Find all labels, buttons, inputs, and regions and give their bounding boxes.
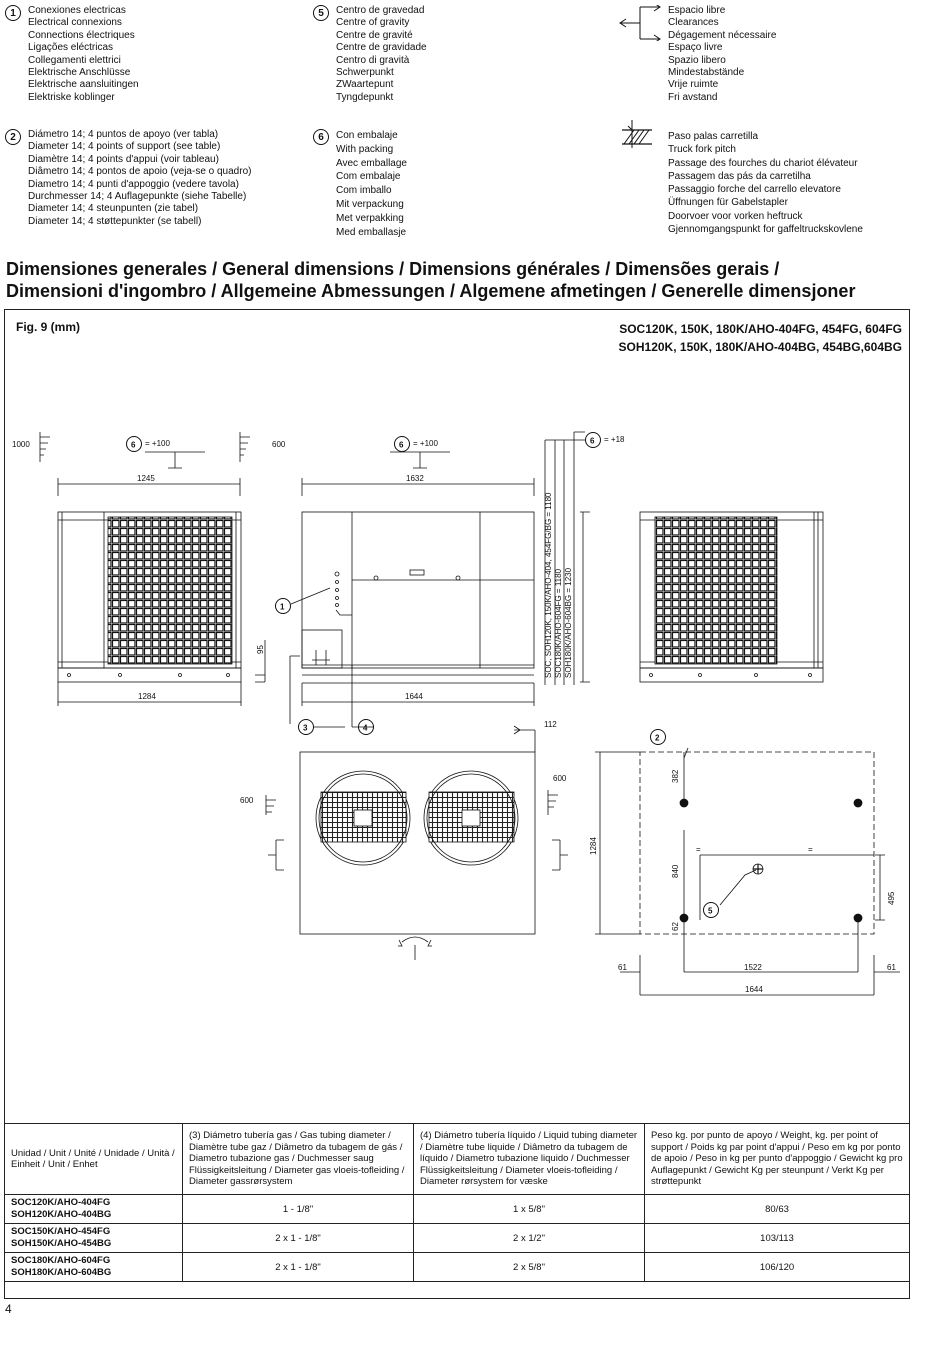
dim-840: 840 [671,864,680,878]
legend-line: Gjennomgangspunkt for gaffeltruckskovlene [668,224,863,236]
legend-line: Connections électriques [28,29,135,41]
rear-view [640,512,823,682]
legend-line: Med emballasje [336,226,407,238]
dim-61-left: 61 [618,963,627,972]
legend-line: With packing [336,143,394,155]
table-header-row [5,1124,910,1195]
page-number: 4 [5,1302,12,1316]
dim-600-right: 600 [553,774,567,783]
legend-line: Elektrische Anschlüsse [28,67,131,79]
legend-line: Dégagement nécessaire [668,29,777,41]
legend-line: Conexiones electricas [28,5,126,16]
legend-line: Centre de gravidade [336,42,427,54]
dim-61-right: 61 [887,963,896,972]
model-name: SOC180K/AHO-604FG [11,1255,111,1266]
heading-line-2: Dimensioni d'ingombro / Allgemeine Abmessungen / Algemene afmetingen / Generelle dimensjoner [6,281,856,301]
fan-right [424,771,518,865]
model-cell [5,1224,183,1253]
height-note-3: SOH180K/AHO-604BG = 1230 [564,567,573,678]
legend-line: Com embalaje [336,171,401,183]
legend-line: Passaggio forche del carrello elevatore [668,184,841,196]
liquid-diameter: 1 x 5/8" [414,1195,645,1224]
legend-line: Elektrische aansluitingen [28,79,139,91]
liquid-diameter: 2 x 1/2" [414,1224,645,1253]
dim-1284-plan: 1284 [589,837,598,855]
legend-line: Elektriske koblinger [28,91,115,103]
header-liquid: (4) Diámetro tubería líquido / Liquid tubing diameter / Diamètre tube liquide / Diâmetro da tubagem de líquido / Diametro tubazione liquido / Duchmesser Flüssigkeitsleitung / Diameter vloeis-tofleiding / Diameter rørsystem for væske [414,1124,645,1195]
pack-18: = +18 [604,435,625,444]
callout-5-drawing: 5 [708,906,713,916]
legend-line: Com imballo [336,185,392,197]
legend-line: Mindestabstände [668,67,745,79]
liquid-diameter: 2 x 5/8" [414,1253,645,1282]
gas-diameter: 2 x 1 - 1/8" [183,1253,414,1282]
header-weight: Peso kg. por punto de apoyo / Weight, kg. per point of support / Poids kg par point d'appui / Peso em kg por ponto de apoio / Peso in kg per punto d'appoggio / Gewicht kg pro Auflagepunkt / Gewicht Kg per steunpunt / Verkt Kg per strøttepunkt [645,1124,910,1195]
callout-6: 6 [313,129,329,145]
legend-line: Ligações eléctricas [28,42,114,54]
height-note-2: SOC180K/AHO-604FG = 1180 [554,568,563,678]
legend-line: Passage des fourches du chariot élévateur [668,157,858,169]
pack-100-side: = +100 [413,439,438,448]
dim-62: 62 [671,922,680,931]
model-name: SOC120K/AHO-404FG [11,1197,111,1208]
legend-line: Centro di gravità [336,54,410,66]
header-unit: Unidad / Unit / Unité / Unidade / Unità / Einheit / Unit / Enhet [5,1124,183,1195]
spec-table [4,1123,910,1282]
dim-600-top: 600 [272,440,286,449]
model-line-2: SOH120K, 150K, 180K/AHO-404BG, 454BG,604BG [618,340,902,354]
dim-382: 382 [671,769,680,783]
legend-line: Fri avstand [668,91,718,103]
table-row [5,1224,910,1253]
legend-line: Diámetro 14; 4 puntos de apoyo (ver tabla) [28,129,219,140]
legend-line: Vrije ruimte [668,79,719,91]
model-line-1: SOC120K, 150K, 180K/AHO-404FG, 454FG, 604FG [619,322,902,336]
legend-line: Diamètre 14; 4 points d'appui (voir tableau) [28,153,219,165]
callout-5: 5 [313,5,329,21]
legend-line: Doorvoer voor vorken heftruck [668,210,803,222]
legend-line: Avec emballage [336,157,407,169]
dim-600-left: 600 [240,796,254,805]
legend-line: Paso palas carretilla [668,131,759,142]
legend-line: Passagem das pás da carretilha [668,170,811,182]
legend-line: Üffnungen für Gabelstapler [668,197,788,209]
model-cell [5,1195,183,1224]
legend-line: Electrical connexions [28,17,122,29]
callout-4: 4 [363,723,368,733]
legend-line: Durchmesser 14; 4 Auflagepunkte (siehe Tabelle) [28,191,247,203]
dim-95: 95 [256,645,265,654]
legend-line: Con embalaje [336,130,398,141]
legend-line: Tyngdepunkt [336,91,394,103]
equal-mark-right: = [808,845,813,854]
height-note-1: SOC, SOH120K, 150K/AHO-404, 454FG/BG = 1180 [544,492,553,678]
pack-100-front: = +100 [145,439,170,448]
legend-line: Spazio libero [668,54,726,66]
legend-line: Centre de gravité [336,29,413,41]
weight-value: 80/63 [645,1195,910,1224]
callout-1: 1 [5,5,21,21]
weight-value: 106/120 [645,1253,910,1282]
legend-line: Diameter 14; 4 støttepunkter (se tabell) [28,215,202,227]
legend-line: Clearances [668,17,719,29]
equal-mark-left: = [696,845,701,854]
legend-line: Diameter 14; 4 steunpunten (zie tabel) [28,203,199,215]
legend-line: Truck fork pitch [668,144,736,156]
dim-1284-front: 1284 [138,692,156,701]
table-row [5,1253,910,1282]
heading-line-1: Dimensiones generales / General dimensions / Dimensions générales / Dimensões gerais / [6,259,780,279]
weight-value: 103/113 [645,1224,910,1253]
callout-6-side: 6 [399,440,404,450]
legend-line: Mit verpackung [336,198,404,210]
model-cell [5,1253,183,1282]
legend-line: Espaço livre [668,42,723,54]
legend-line: Collegamenti elettrici [28,54,121,66]
gas-diameter: 2 x 1 - 1/8" [183,1224,414,1253]
dim-1644-side: 1644 [405,692,423,701]
dim-1644-plan: 1644 [745,985,763,994]
legend-line: Diameter 14; 4 points of support (see table) [28,141,221,153]
legend-line: Schwerpunkt [336,67,394,79]
header-gas: (3) Diámetro tubería gas / Gas tubing diameter / Diamètre tube gaz / Diâmetro da tubagem de gás / Diametro tubazione gas / Duchmesser saug Flüssigkeitsleitung / Diameter gas vloeis-tofleiding / Diameter gassrørsystem [183,1124,414,1195]
legend-line: Espacio libre [668,5,726,16]
legend-line: ZWaartepunt [336,79,394,91]
callout-1-drawing: 1 [280,602,285,612]
plan-view [595,748,900,995]
dim-112: 112 [544,720,557,729]
legend-line: Met verpakking [336,212,404,224]
model-name: SOH150K/AHO-454BG [11,1238,112,1249]
callout-3: 3 [303,723,308,733]
figure-label: Fig. 9 (mm) [16,320,81,334]
legend-line: Centro de gravedad [336,5,425,16]
callout-2-drawing: 2 [655,733,660,743]
callout-2: 2 [5,129,21,145]
dim-1000: 1000 [12,440,30,449]
dim-1245: 1245 [137,474,155,483]
dim-1522: 1522 [744,963,762,972]
callout-6-front: 6 [131,440,136,450]
model-name: SOC150K/AHO-454FG [11,1226,111,1237]
fan-left [316,771,410,865]
model-name: SOH180K/AHO-604BG [11,1267,112,1278]
dim-495: 495 [887,891,896,905]
dim-1632: 1632 [406,474,424,483]
model-name: SOH120K/AHO-404BG [11,1209,112,1220]
legend-line: Diametro 14; 4 punti d'appoggio (vedere tavola) [28,178,239,190]
legend-line: Diâmetro 14; 4 pontos de apoio (veja-se o quadro) [28,166,252,178]
table-row [5,1195,910,1224]
side-view [290,452,534,724]
legend-line: Centre of gravity [336,17,410,29]
callout-6-height: 6 [590,436,595,446]
gas-diameter: 1 - 1/8" [183,1195,414,1224]
